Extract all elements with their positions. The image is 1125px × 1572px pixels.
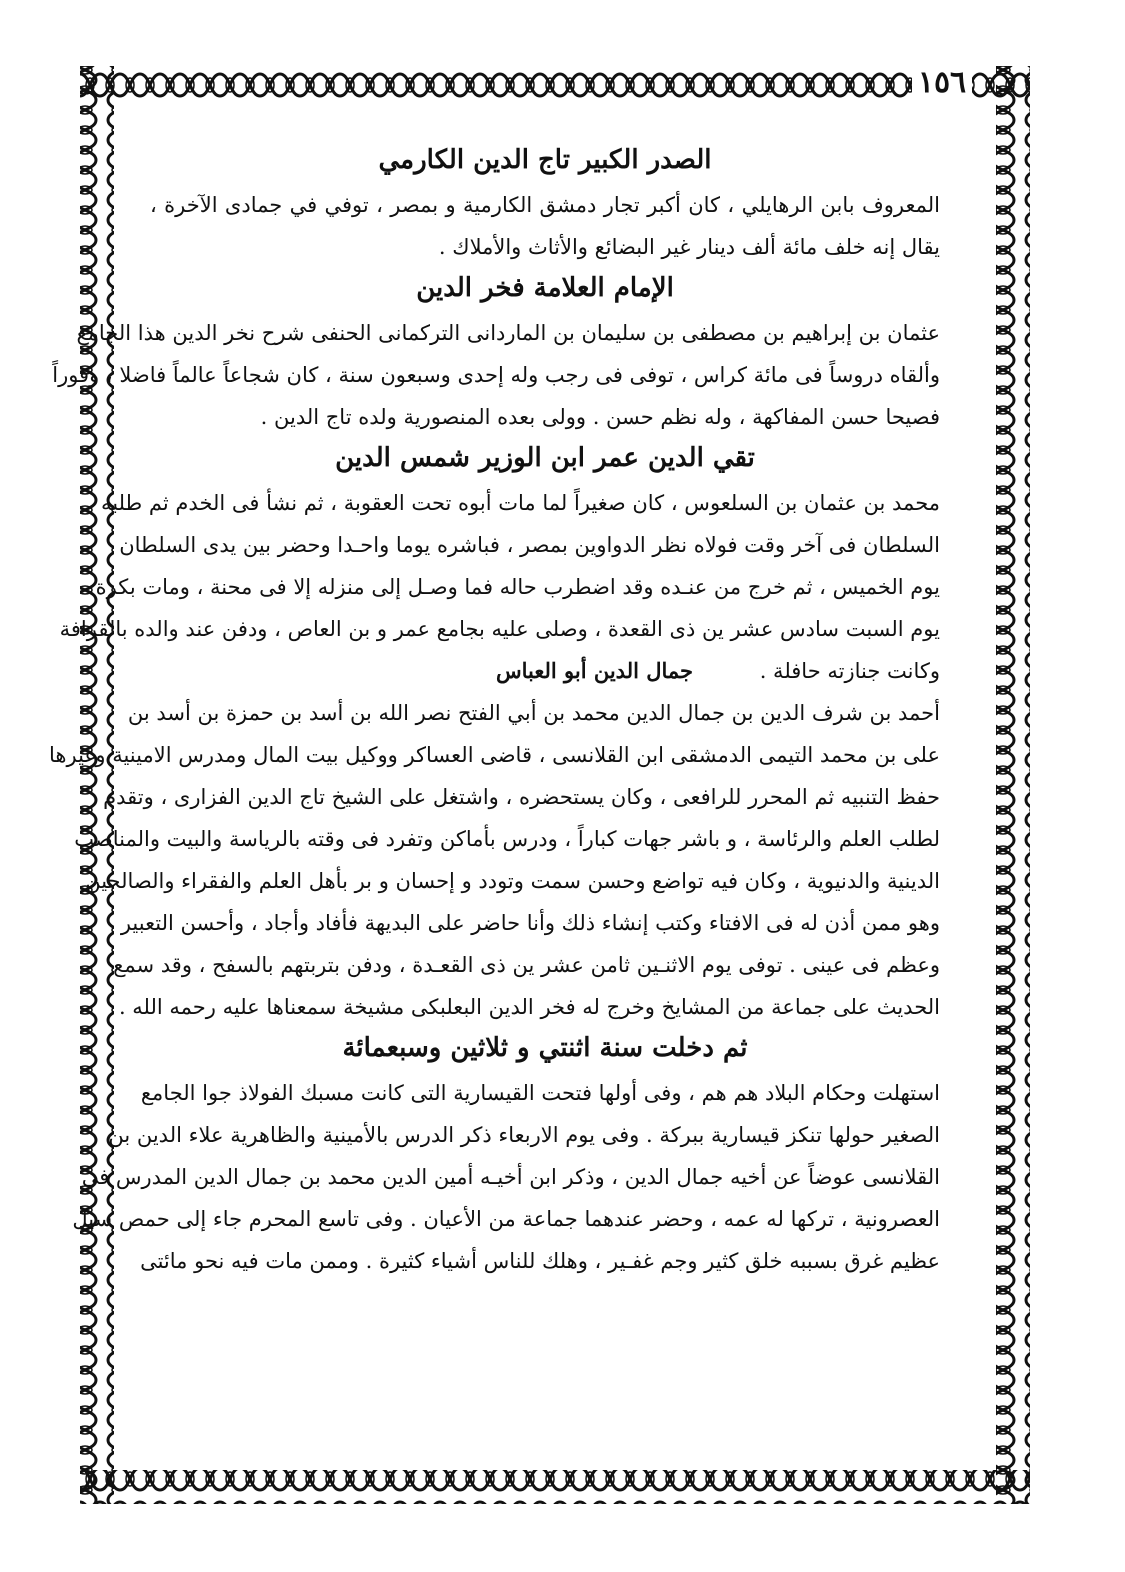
section-year-732	[72, 1028, 940, 1282]
text-line: الصغير حولها تنكز قيسارية ببركة . وفى يوم الاربعاء ذكر الدرس بالأمينية والظاهرية علاء الدين بن	[108, 1123, 940, 1147]
text-line: وألقاه دروساً فى مائة كراس ، توفى فى رجب وله إحدى وسبعون سنة ، كان شجاعاً عالماً فاضلا ، وقوراً	[52, 363, 940, 387]
section-fakhr-al-din	[52, 268, 940, 438]
section-heading: تقي الدين عمر ابن الوزير شمس الدين	[335, 443, 755, 473]
text-line: محمد بن عثمان بن السلعوس ، كان صغيراً لما مات أبوه تحت العقوبة ، ثم نشأ فى الخدم ثم طلبه	[101, 491, 940, 515]
section-heading-inline: جمال الدين أبو العباس	[495, 658, 694, 683]
text-line: الحديث على جماعة من المشايخ وخرج له فخر الدين البعلبكى مشيخة سمعناها عليه رحمه الله .	[118, 995, 940, 1019]
text-line: لطلب العلم والرئاسة ، و باشر جهات كباراً ، ودرس بأماكن وتفرد فى وقته بالرياسة والبيت والمناصب	[74, 827, 940, 851]
text-line: استهلت وحكام البلاد هم هم ، وفى أولها فتحت القيسارية التى كانت مسبك الفولاذ جوا الجامع	[140, 1081, 940, 1105]
text-line: أحمد بن شرف الدين بن جمال الدين محمد بن أبي الفتح نصر الله بن أسد بن حمزة بن أسد بن	[127, 701, 940, 725]
page-content	[49, 140, 940, 1480]
text-line: المعروف بابن الرهايلي ، كان أكبر تجار دمشق الكارمية و بمصر ، توفي في جمادى الآخرة ،	[150, 193, 940, 217]
text-line: وهو ممن أذن له فى الافتاء وكتب إنشاء ذلك وأنا حاضر على البديهة فأفاد وأجاد ، وأحسن التعبير	[120, 911, 940, 935]
text-line: عثمان بن إبراهيم بن مصطفى بن سليمان بن الماردانى التركمانى الحنفى شرح نخر الدين هذا الجامع	[76, 321, 940, 345]
text-line: السلطان فى آخر وقت فولاه نظر الدواوين بمصر ، فباشره يوما واحـدا وحضر بين يدى السلطان	[119, 533, 940, 557]
border-right	[996, 66, 1030, 1504]
section-heading: الإمام العلامة فخر الدين	[416, 273, 674, 303]
text-line: العصرونية ، تركها له عمه ، وحضر عندهما جماعة من الأعيان . وفى تاسع المحرم جاء إلى حمص سيل	[72, 1207, 940, 1231]
section-jamal-al-din	[49, 692, 940, 1028]
text-line: وعظم فى عينى . توفى يوم الاثنـين ثامن عشر ين ذى القعـدة ، ودفن بتربتهم بالسفح ، وقد سمع	[113, 953, 940, 977]
section-heading: الصدر الكبير تاج الدين الكارمي	[378, 145, 712, 175]
section-karimi	[150, 140, 940, 268]
text-line: الدينية والدنيوية ، وكان فيه تواضع وحسن سمت وتودد و إحسان و بر بأهل العلم والفقراء والصالحين	[85, 869, 940, 893]
section-heading: ثم دخلت سنة اثنتي و ثلاثين وسبعمائة	[342, 1033, 748, 1063]
border-top	[80, 66, 1030, 100]
text-line: فصيحا حسن المفاكهة ، وله نظم حسن . وولى بعده المنصورية ولده تاج الدين .	[260, 405, 940, 429]
text-line: على بن محمد التيمى الدمشقى ابن القلانسى ، قاضى العساكر ووكيل بيت المال ومدرس الامينية وغيرها	[49, 743, 940, 767]
text-line: يوم السبت سادس عشر ين ذى القعدة ، وصلى عليه بجامع عمر و بن العاص ، ودفن عند والده بالقرافة	[59, 617, 940, 641]
text-line: عظيم غرق بسببه خلق كثير وجم غفـير ، وهلك للناس أشياء كثيرة . وممن مات فيه نحو مائتى	[140, 1249, 940, 1273]
section-taqi-al-din	[59, 438, 940, 692]
page-number: ١٥٦	[912, 60, 972, 106]
text-line: حفظ التنبيه ثم المحرر للرافعى ، وكان يستحضره ، واشتغل على الشيخ تاج الدين الفزارى ، وتقدم	[103, 785, 940, 809]
text-line-with-heading	[150, 650, 940, 692]
text-line: القلانسى عوضاً عن أخيه جمال الدين ، وذكر ابن أخيـه أمين الدين محمد بن جمال الدين المدرس فى	[81, 1165, 940, 1189]
closing-text: وكانت جنازته حافلة .	[759, 659, 940, 683]
text-line: يقال إنه خلف مائة ألف دينار غير البضائع والأثاث والأملاك .	[438, 235, 940, 259]
text-line: يوم الخميس ، ثم خرج من عنـده وقد اضطرب حاله فما وصـل إلى منزله إلا فى محنة ، ومات بكرة	[95, 575, 940, 599]
